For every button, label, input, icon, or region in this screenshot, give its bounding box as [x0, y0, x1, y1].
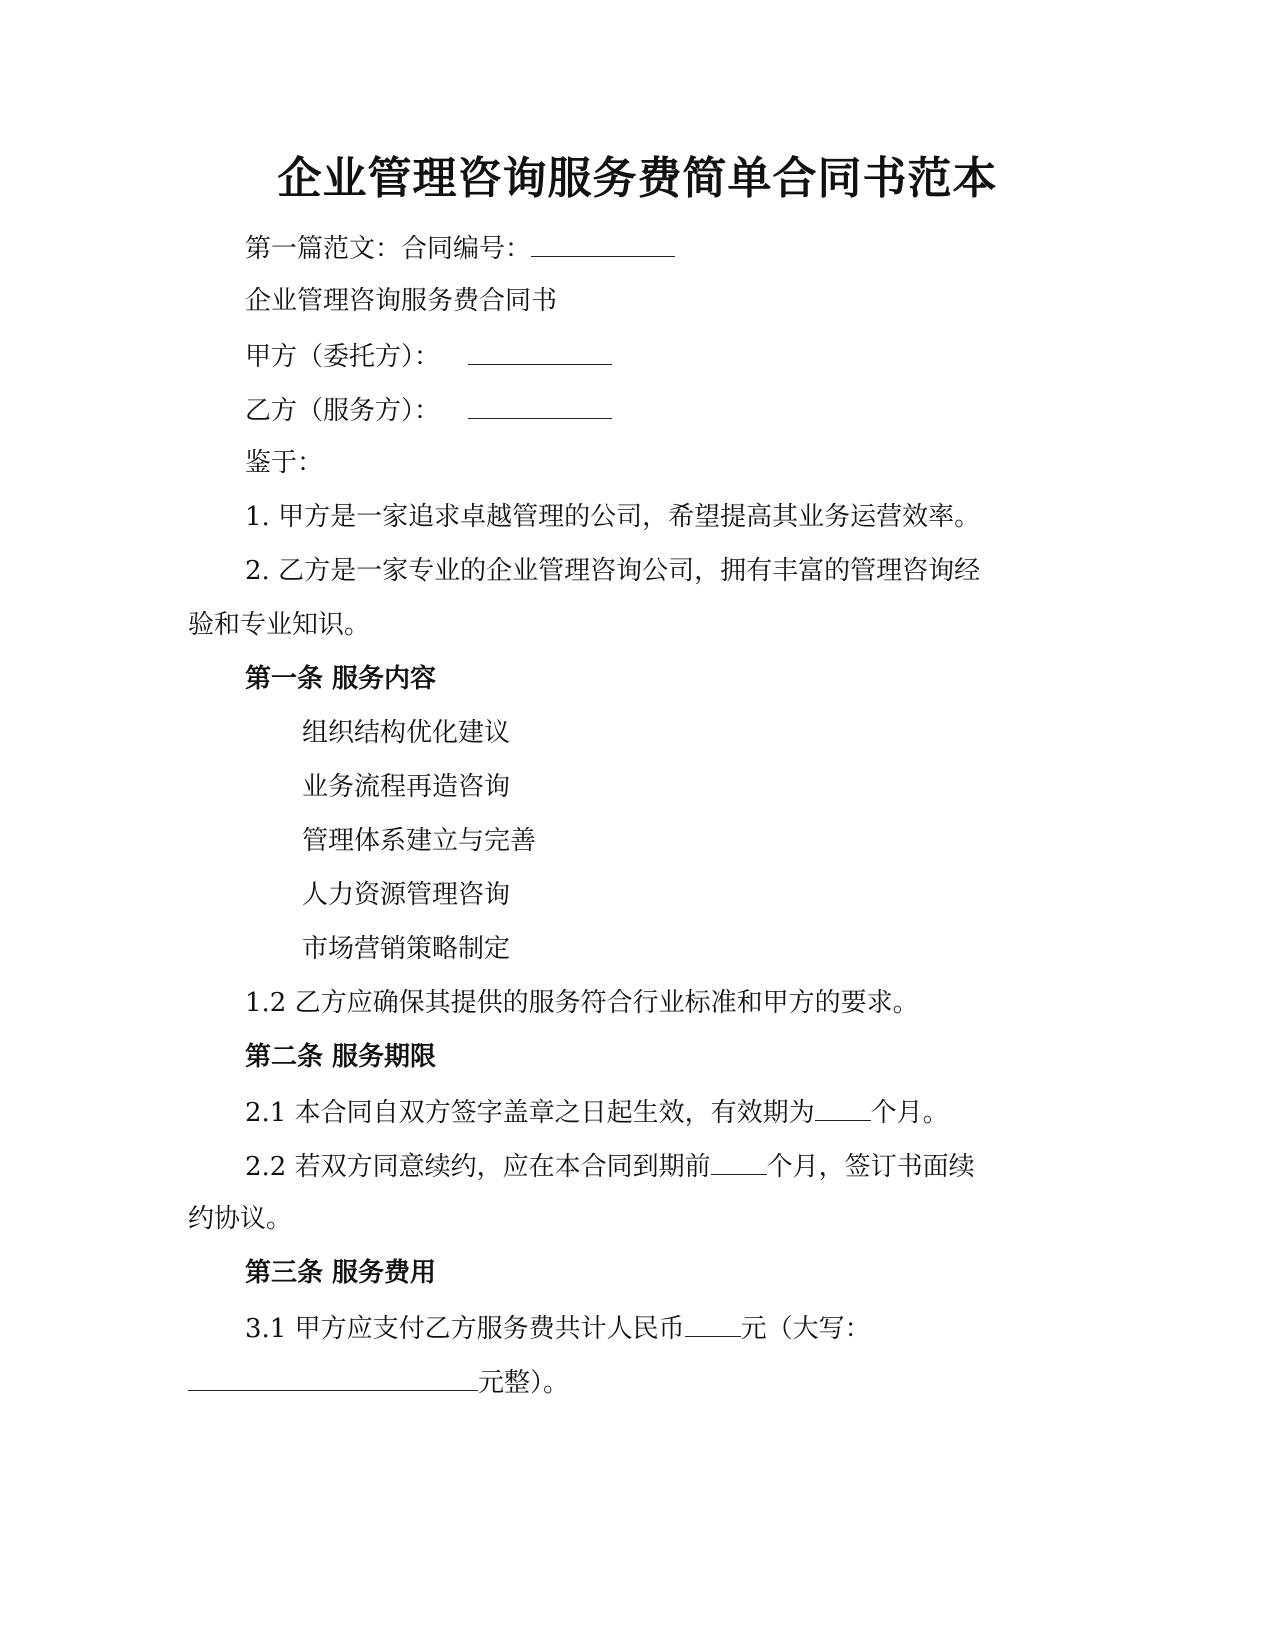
validity-months-blank[interactable] — [815, 1094, 871, 1121]
document-subtitle: 企业管理咨询服务费合同书 — [245, 286, 558, 316]
renewal-months-blank[interactable] — [711, 1148, 767, 1175]
service-item: 人力资源管理咨询 — [302, 880, 511, 910]
clause-2-2 — [245, 1148, 975, 1184]
clause-2-2-line2: 约协议。 — [188, 1204, 293, 1234]
document-title: 企业管理咨询服务费简单合同书范本 — [277, 153, 998, 204]
party-a-blank[interactable] — [468, 338, 612, 365]
fee-amount-words-blank[interactable] — [188, 1364, 478, 1391]
clause-3-1-suffix: 元（大写： — [740, 1314, 871, 1344]
clause-2-1-text: 2.1 本合同自双方签字盖章之日起生效，有效期为 — [245, 1098, 815, 1128]
whereas-heading: 鉴于： — [245, 448, 324, 478]
service-item: 组织结构优化建议 — [302, 718, 511, 748]
contract-number-line — [245, 230, 675, 266]
party-b-blank[interactable] — [468, 392, 612, 419]
clause-2-1 — [245, 1094, 949, 1130]
party-a-label: 甲方（委托方）： — [245, 342, 441, 372]
clause-3-1 — [245, 1310, 871, 1346]
clause-2-2-text: 2.2 若双方同意续约，应在本合同到期前 — [245, 1152, 711, 1182]
service-item: 管理体系建立与完善 — [302, 826, 537, 856]
contract-number-label: 第一篇范文：合同编号： — [245, 234, 532, 264]
fee-amount-blank[interactable] — [685, 1310, 741, 1337]
service-item: 业务流程再造咨询 — [302, 772, 511, 802]
recital-2-line1: 2. 乙方是一家专业的企业管理咨询公司，拥有丰富的管理咨询经 — [245, 556, 981, 586]
clause-3-1-text: 3.1 甲方应支付乙方服务费共计人民币 — [245, 1314, 685, 1344]
recital-1: 1. 甲方是一家追求卓越管理的公司，希望提高其业务运营效率。 — [245, 502, 981, 532]
party-a-line — [245, 338, 612, 374]
article-1-heading: 第一条 服务内容 — [245, 664, 437, 694]
recital-2-line2: 验和专业知识。 — [188, 610, 371, 640]
party-b-line — [245, 392, 612, 428]
service-item: 市场营销策略制定 — [302, 934, 511, 964]
clause-2-1-suffix: 个月。 — [870, 1098, 949, 1128]
clause-2-2-suffix: 个月，签订书面续 — [766, 1152, 975, 1182]
clause-1-2: 1.2 乙方应确保其提供的服务符合行业标准和甲方的要求。 — [245, 988, 919, 1018]
clause-3-1-line2-suffix: 元整）。 — [478, 1368, 570, 1398]
article-3-heading: 第三条 服务费用 — [245, 1258, 437, 1288]
party-b-label: 乙方（服务方）： — [245, 396, 441, 426]
contract-number-blank[interactable] — [531, 230, 675, 257]
clause-3-1-line2 — [188, 1364, 569, 1400]
article-2-heading: 第二条 服务期限 — [245, 1042, 437, 1072]
